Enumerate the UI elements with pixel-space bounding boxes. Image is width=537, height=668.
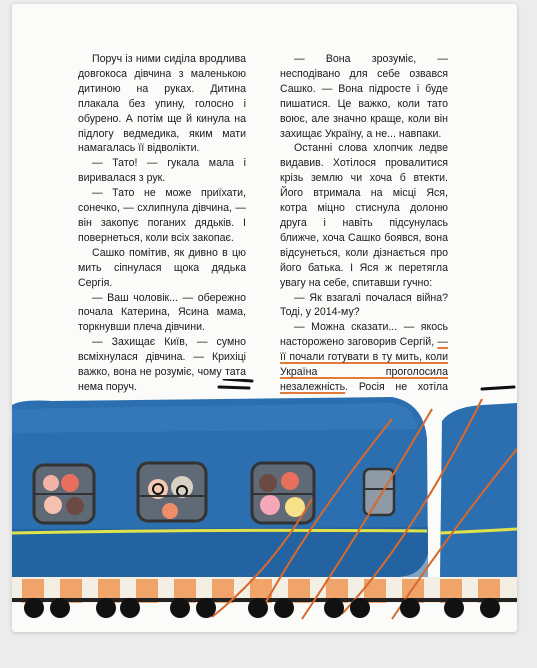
paragraph: Поруч із ними сиділа вродлива довгокоса дівчина з маленькою дитиною на руках. Дитина плакала без упину, голосно і обурено. А потім ще й кинула на підлогу ведмедика, яким мати намагалась її відволікти.: [78, 53, 246, 155]
book-page: [12, 4, 517, 632]
highlighted-text[interactable]: — її почали готувати в ту мить, коли Україна проголосила незалежність: [280, 336, 448, 393]
text-before: — Можна сказати... — якось насторожено заговорив Сергій,: [280, 321, 448, 349]
paragraph: — Ваш чоловік... — обережно почала Катерина, Ясина мама, торкнувши плеча дівчини.: [78, 291, 246, 334]
paragraph: — Тато не може приїхати, сонечко, — схлипнула дівчина, — він закопує поганих дядьків. І повернеться, коли всіх закопає.: [78, 187, 246, 244]
rail-track: [12, 577, 517, 603]
paragraph: — Як взагалі почалася війна? Тоді, у 2014-му?: [280, 291, 448, 319]
paragraph: — Вона зрозуміє, — несподівано для себе озвався Сашко. — Вона підросте і буде пишатися. Це важко, коли тато воює, але значно краще, коли він захищає Україну, а не... навпаки.: [280, 53, 448, 140]
paragraph: Останні слова хлопчик ледве видавив. Хотілося провалитися крізь землю чи хоча б втекти. Його втримала на місці Яся, котра міцно стиснула долоню друга і навіть підсунулась ближче, хоча Сашко боявся, вона відсунеться, коли дізнається про його батька. І Яся ж перетягла увагу на себе, спитавши гучно:: [280, 142, 448, 289]
paragraph: — Захищає Київ, — сумно всміхнулася дівчина. — Крихіці важко, вона не розуміє, чому тата нема поруч.: [78, 336, 246, 393]
train-window: [138, 463, 206, 521]
text-after: . Росія не хотіла: [345, 380, 448, 393]
paragraph: — Тато! — гукала мала і виривалася з рук.: [78, 157, 246, 185]
left-text-column: [78, 52, 246, 395]
train-window: [34, 465, 94, 523]
train-carriage: [440, 403, 517, 577]
train-door-window: [364, 469, 394, 515]
blue-train-illustration: [12, 379, 517, 632]
train-carriage: [12, 397, 428, 577]
paragraph: Сашко помітив, як дивно в цю мить сіпнулася щока дядька Сергія.: [78, 246, 246, 289]
motion-lines: [219, 379, 514, 389]
train-window: [252, 463, 314, 523]
right-text-column: [280, 52, 448, 410]
